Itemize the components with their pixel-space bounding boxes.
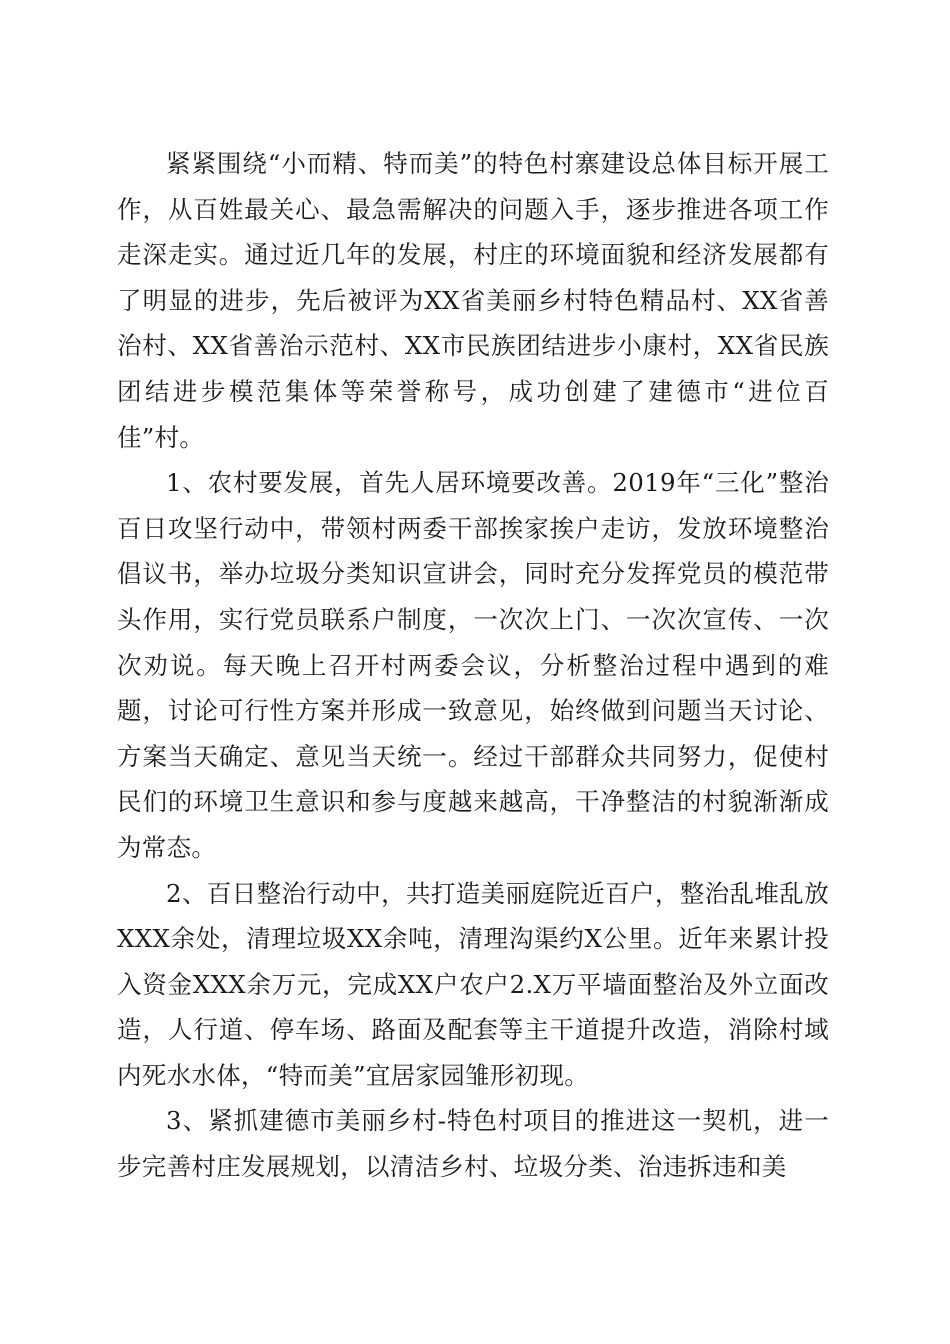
paragraph-item-1: 1、农村要发展，首先人居环境要改善。2019年“三化”整治百日攻坚行动中，带领村两委干部挨家挨户走访，发放环境整治倡议书，举办垃圾分类知识宣讲会，同时充分发挥党员的模范带头作用，实行党员联系户制度，一次次上门、一次次宣传、一次次劝说。每天晚上召开村两委会议，分析整治过程中遇到的难题，讨论可行性方案并形成一致意见，始终做到问题当天讨论、方案当天确定、意见当天统一。经过干部群众共同努力，促使村民们的环境卫生意识和参与度越来越高，干净整洁的村貌渐渐成为常态。 (117, 468, 829, 862)
paragraph-item-2: 2、百日整治行动中，共打造美丽庭院近百户，整治乱堆乱放XXX余处，清理垃圾XX余吨，清理沟渠约X公里。近年来累计投入资金XXX余万元，完成XX户农户2.X万平墙面整治及外立面改造，人行道、停车场、路面及配套等主干道提升改造，消除村域内死水水体，“特而美”宜居家园雏形初现。 (117, 878, 829, 1090)
paragraph-item-3: 3、紧抓建德市美丽乡村-特色村项目的推进这一契机，进一步完善村庄发展规划，以清洁乡村、垃圾分类、治违拆违和美 (117, 1106, 829, 1182)
paragraph-intro: 紧紧围绕“小而精、特而美”的特色村寨建设总体目标开展工作，从百姓最关心、最急需解决的问题入手，逐步推进各项工作走深走实。通过近几年的发展，村庄的环境面貌和经济发展都有了明显的进步，先后被评为XX省美丽乡村特色精品村、XX省善治村、XX省善治示范村、XX市民族团结进步小康村，XX省民族团结进步模范集体等荣誉称号，成功创建了建德市“进位百佳”村。 (117, 149, 829, 452)
document-body (117, 141, 829, 1190)
